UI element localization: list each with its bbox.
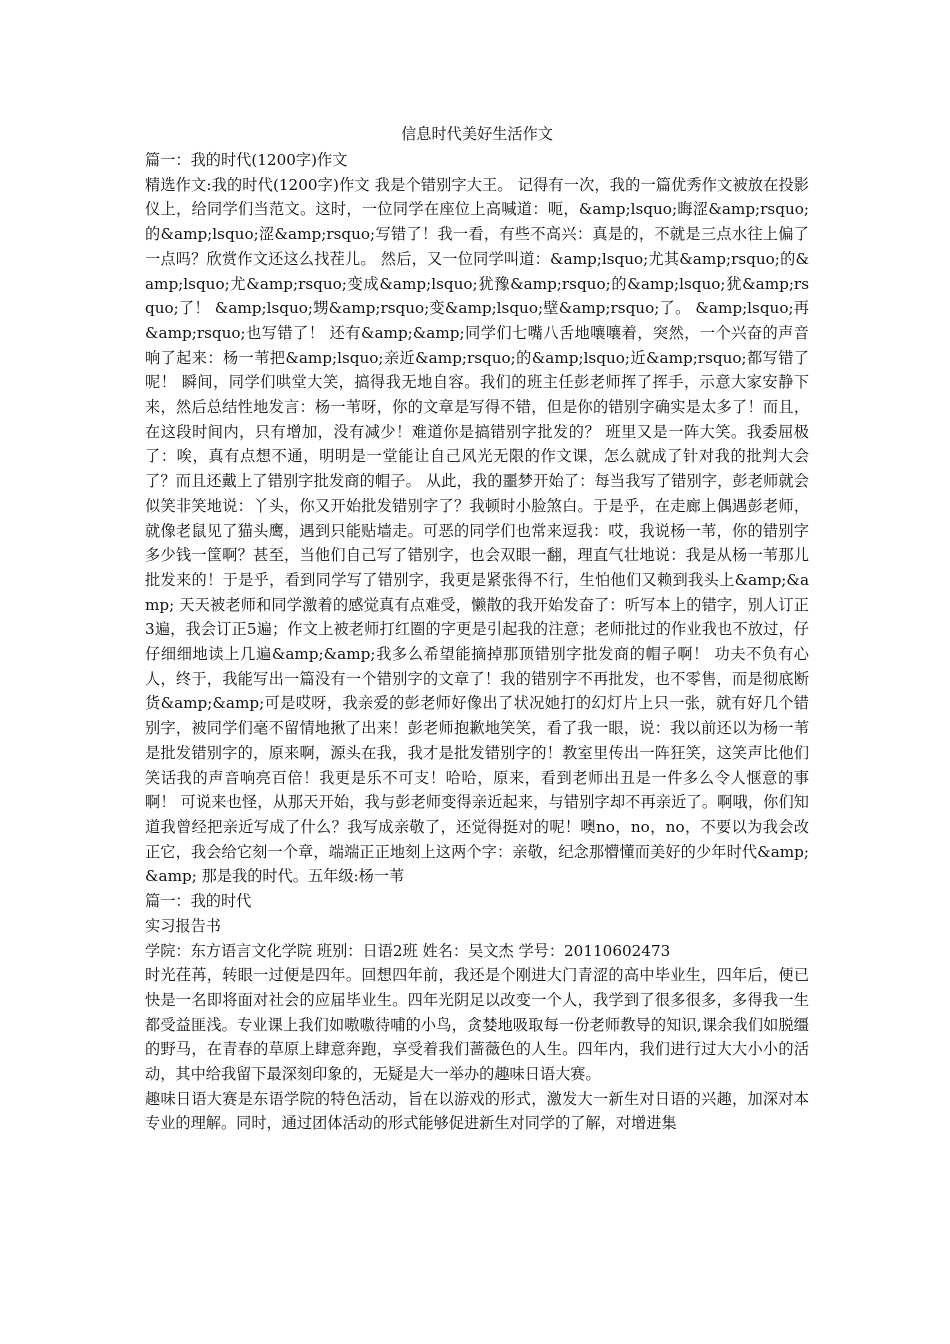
section2-subtitle: 实习报告书 (145, 916, 221, 935)
section2-info: 学院：东方语言文化学院 班别：日语2班 姓名：吴文杰 学号：20110602473 (145, 941, 671, 960)
section1-heading: 篇一：我的时代(1200字)作文 (145, 151, 348, 169)
section2-paragraph-1: 时光荏苒，转眼一过便是四年。回想四年前，我还是个刚进大门青涩的高中毕业生，四年后，便已快是一名即将面对社会的应届毕业生。四年光阴足以改变一个人，我学到了很多很多，多得我一生都受益匪浅。专业课上我们如嗷嗷待哺的小鸟，贪婪地吸取每一份老师教导的知识,课余我们如脱缰的野马，在青春的草原上肆意奔跑，享受着我们蔷薇色的人生。四年内，我们进行过大大小小的活动，其中给我留下最深刻印象的，无疑是大一举办的趣味日语大赛。 (145, 966, 809, 1084)
section2-paragraph-2: 趣味日语大赛是东语学院的特色活动，旨在以游戏的形式，激发大一新生对日语的兴趣，加深对本专业的理解。同时，通过团体活动的形式能够促进新生对同学的了解，对增进集 (145, 1089, 809, 1133)
section1-body: 精选作文:我的时代(1200字)作文 我是个错别字大王。 记得有一次，我的一篇优秀作文被放在投影仪上，给同学们当范文。这时，一位同学在座位上高喊道：呃，&amp;lsquo;晦涩&amp;rsquo;的&amp;lsquo;涩&amp;rsquo;写错了！我一看，有些不高兴：真是的，不就是三点水往上偏了一点吗？欣赏作文还这么找茬儿。 然后，又一位同学叫道：&amp;lsquo;尤其&amp;rsquo;的&amp;lsquo;尤&amp;rsquo;变成&amp;lsquo;犹豫&amp;rsquo;的&amp;lsquo;犹&amp;rsquo;了！ &amp;lsquo;甥&amp;rsquo;变&amp;lsquo;壁&amp;rsquo;了。 &amp;lsquo;再&amp;rsquo;也写错了！ 还有&amp;&amp;同学们七嘴八舌地嚷嚷着，突然，一个兴奋的声音响了起来：杨一苇把&amp;lsquo;亲近&amp;rsquo;的&amp;lsquo;近&amp;rsquo;都写错了呢！ 瞬间，同学们哄堂大笑，搞得我无地自容。我们的班主任彭老师挥了挥手，示意大家安静下来，然后总结性地发言：杨一苇呀，你的文章是写得不错，但是你的错别字确实是太多了！而且，在这段时间内，只有增加，没有减少！难道你是搞错别字批发的？ 班里又是一阵大笑。我委屈极了：唉，真有点想不通，明明是一堂能让自己风光无限的作文课，怎么就成了针对我的批判大会了？而且还戴上了错别字批发商的帽子。 从此，我的噩梦开始了：每当我写了错别字，彭老师就会似笑非笑地说：丫头，你又开始批发错别字了？我顿时小脸煞白。于是乎，在走廊上偶遇彭老师，就像老鼠见了猫头鹰，遇到只能贴墙走。可恶的同学们也常来逗我：哎，我说杨一苇，你的错别字多少钱一筐啊？甚至，当他们自己写了错别字，也会双眼一翻，理直气壮地说：我是从杨一苇那儿批发来的！于是乎，看到同学写了错别字，我更是紧张得不行，生怕他们又赖到我头上&amp;&amp; 天天被老师和同学激着的感觉真有点难受，懒散的我开始发奋了：听写本上的错字，别人订正3遍，我会订正5遍；作文上被老师打红圈的字更是引起我的注意；老师批过的作业我也不放过，仔仔细细地读上几遍&amp;&amp;我多么希望能摘掉那顶错别字批发商的帽子啊！ 功夫不负有心人，终于，我能写出一篇没有一个错别字的文章了！我的错别字不再批发，也不零售，而是彻底断货&amp;&amp;可是哎呀，我亲爱的彭老师好像出了状况她打的幻灯片上只一张，就有好几个错别字，被同学们毫不留情地揪了出来！彭老师抱歉地笑笑，看了我一眼，说：我以前还以为杨一苇是批发错别字的，原来啊，源头在我，我才是批发错别字的！教室里传出一阵狂笑，这笑声比他们笑话我的声音响亮百倍！我更是乐不可支！哈哈，原来，看到老师出丑是一件多么令人惬意的事啊！ 可说来也怪，从那天开始，我与彭老师变得亲近起来，与错别字却不再亲近了。啊哦，你们知道我曾经把亲近写成了什么？我写成亲敬了，还觉得挺对的呢！噢no，no，no，不要以为我会改正它，我会给它刻一个章，端端正正地刻上这两个字：亲敬，纪念那懵懂而美好的少年时代&amp;&amp; 那是我的时代。五年级:杨一苇 (145, 175, 809, 886)
document-page (145, 122, 809, 1136)
section2-heading: 篇一：我的时代 (145, 892, 252, 911)
document-title: 信息时代美好生活作文 (401, 125, 553, 143)
